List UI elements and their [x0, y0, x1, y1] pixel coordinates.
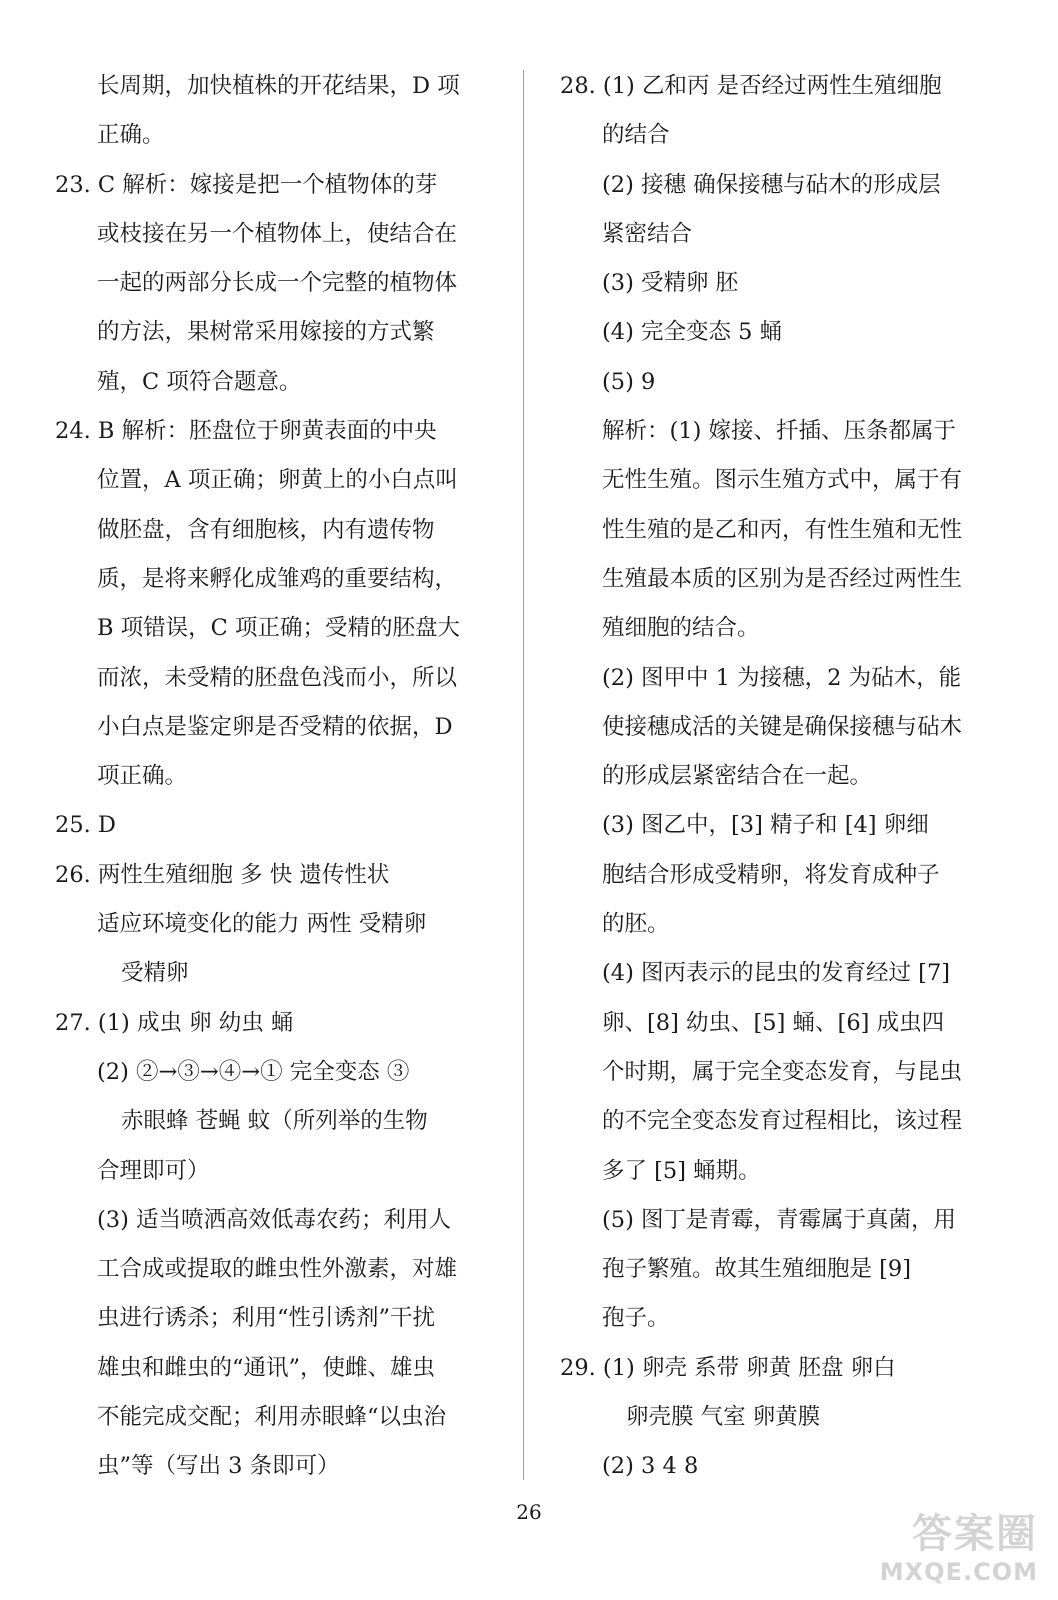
text-line: 紧密结合 [602, 220, 693, 247]
text-line: 虫进行诱杀；利用“性引诱剂”干扰 [97, 1305, 436, 1332]
text-line: 生殖最本质的区别为是否经过两性生 [602, 565, 963, 592]
text-line: (2) 图甲中 1 为接穗，2 为砧木，能 [602, 664, 962, 691]
text-line: (4) 图丙表示的昆虫的发育经过 [7] [602, 960, 951, 987]
text-line: (2) ②→③→④→① 完全变态 ③ [97, 1058, 410, 1085]
column-divider [523, 70, 524, 1480]
text-line: 正确。 [97, 122, 165, 149]
text-line: 而浓，未受精的胚盘色浅而小，所以 [97, 664, 458, 691]
text-line: 适应环境变化的能力 两性 受精卵 [97, 911, 427, 938]
text-line: 孢子繁殖。故其生殖细胞是 [9] [602, 1256, 912, 1283]
text-line: 解析：(1) 嫁接、扦插、压条都属于 [602, 418, 957, 445]
text-line: 一起的两部分长成一个完整的植物体 [97, 270, 458, 297]
text-line: 26. 两性生殖细胞 多 快 遗传性状 [55, 861, 390, 888]
text-line: 合理即可） [97, 1157, 210, 1184]
text-line: B 项错误，C 项正确；受精的胚盘大 [97, 615, 461, 642]
text-line: 使接穗成活的关键是确保接穗与砧木 [602, 713, 963, 740]
text-line: 或枝接在另一个植物体上，使结合在 [97, 220, 458, 247]
text-line: 25. D [55, 812, 116, 839]
text-line: 长周期，加快植株的开花结果，D 项 [97, 73, 460, 99]
text-line: 殖，C 项符合题意。 [97, 368, 302, 395]
right-column [560, 62, 1000, 1492]
text-line: 虫”等（写出 3 条即可） [97, 1453, 340, 1480]
text-line: (5) 9 [602, 368, 656, 395]
text-line: 23. C 解析：嫁接是把一个植物体的芽 [55, 171, 438, 198]
text-line: (5) 图丁是青霉，青霉属于真菌，用 [602, 1206, 957, 1233]
text-line: 小白点是鉴定卵是否受精的依据，D [97, 713, 453, 740]
text-line: 性生殖的是乙和丙，有性生殖和无性 [602, 516, 963, 543]
text-line: (2) 接穗 确保接穗与砧木的形成层 [602, 171, 941, 198]
text-line: 工合成或提取的雌虫性外激素，对雄 [97, 1256, 458, 1283]
text-line: 胞结合形成受精卵，将发育成种子 [602, 861, 940, 888]
page-number: 26 [516, 1500, 542, 1524]
text-line: 的不完全变态发育过程相比，该过程 [602, 1108, 963, 1135]
text-line: 受精卵 [121, 960, 189, 987]
text-line: (2) 3 4 8 [602, 1453, 699, 1480]
text-line: 多了 [5] 蛹期。 [602, 1157, 761, 1184]
text-line: 不能完成交配；利用赤眼蜂“以虫治 [97, 1404, 447, 1431]
text-line: 的结合 [602, 122, 670, 149]
text-line: 的形成层紧密结合在一起。 [602, 763, 873, 790]
text-line: 24. B 解析：胚盘位于卵黄表面的中央 [55, 418, 437, 445]
text-line: 的胚。 [602, 911, 670, 938]
text-line: 无性生殖。图示生殖方式中，属于有 [602, 467, 963, 494]
text-line: 孢子。 [602, 1305, 670, 1332]
text-line: 卵、[8] 幼虫、[5] 蛹、[6] 成虫四 [602, 1009, 945, 1036]
text-line: 卵壳膜 气室 卵黄膜 [626, 1404, 821, 1431]
text-line: 个时期，属于完全变态发育，与昆虫 [602, 1058, 963, 1085]
text-line: 殖细胞的结合。 [602, 615, 760, 642]
text-line: 质，是将来孵化成雏鸡的重要结构， [97, 565, 458, 592]
text-line: (3) 适当喷洒高效低毒农药；利用人 [97, 1206, 452, 1233]
text-line: 项正确。 [97, 763, 188, 790]
text-line: 赤眼蜂 苍蝇 蚊（所列举的生物 [121, 1108, 428, 1135]
watermark-logo [828, 1502, 1038, 1586]
text-line: 雄虫和雌虫的“通讯”，使雌、雄虫 [97, 1354, 436, 1381]
watermark-chinese: 答案圈 [912, 1511, 1038, 1557]
text-line: 29. (1) 卵壳 系带 卵黄 胚盘 卵白 [560, 1354, 896, 1381]
left-column [55, 62, 487, 1492]
text-line: 的方法，果树常采用嫁接的方式繁 [97, 319, 435, 346]
text-line: (3) 受精卵 胚 [602, 270, 739, 297]
text-line: (3) 图乙中，[3] 精子和 [4] 卵细 [602, 812, 929, 839]
text-line: 位置，A 项正确；卵黄上的小白点叫 [97, 467, 458, 494]
text-line: 27. (1) 成虫 卵 幼虫 蛹 [55, 1009, 294, 1036]
text-line: 做胚盘，含有细胞核，内有遗传物 [97, 516, 435, 543]
text-line: (4) 完全变态 5 蛹 [602, 319, 783, 346]
text-line: 28. (1) 乙和丙 是否经过两性生殖细胞 [560, 73, 942, 99]
watermark-url: MXQE.COM [879, 1558, 1038, 1586]
